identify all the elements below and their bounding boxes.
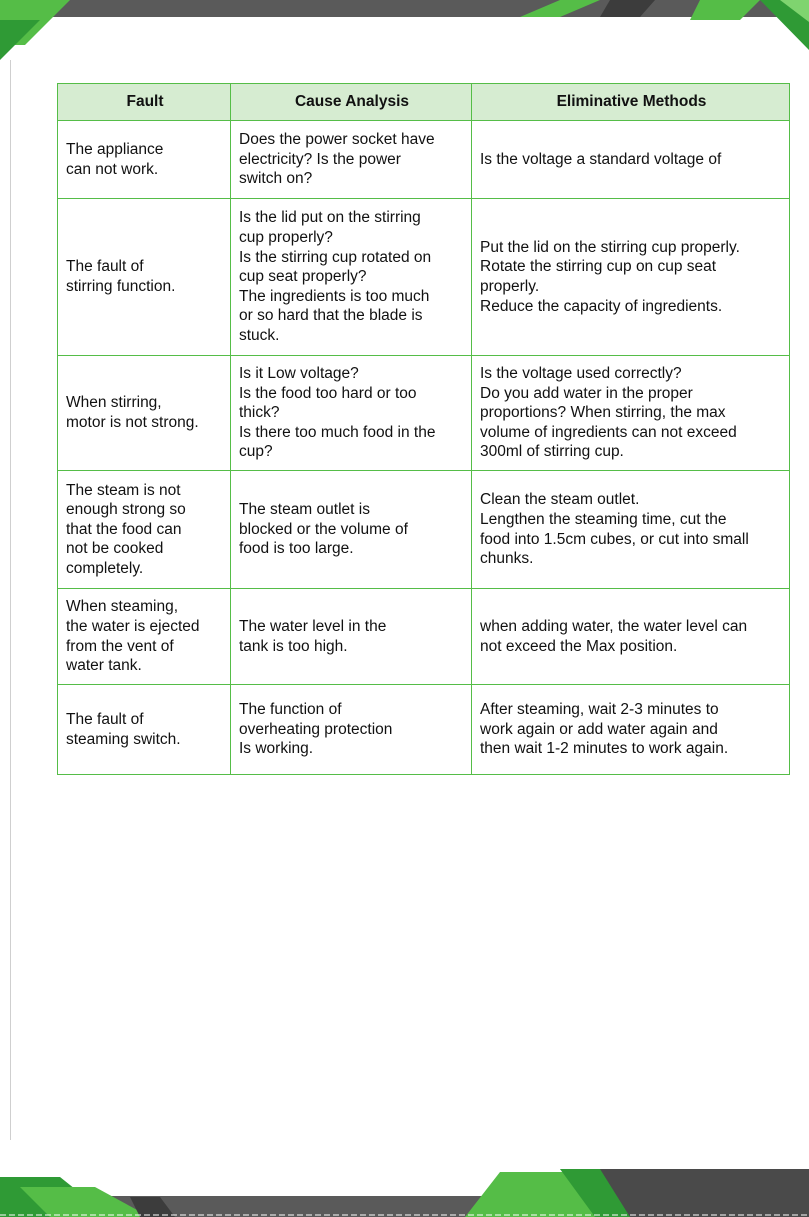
- methods-cell: Is the voltage a standard voltage of: [472, 121, 790, 199]
- fault-cell: When steaming, the water is ejected from the vent of water tank.: [58, 589, 231, 685]
- methods-cell: Is the voltage used correctly? Do you add water in the proper proportions? When stirring, the max volume of ingredients can not exceed 300ml of stirring cup.: [472, 356, 790, 471]
- fault-cell: The fault of steaming switch.: [58, 685, 231, 775]
- header-eliminative-methods: Eliminative Methods: [472, 84, 790, 121]
- header-fault: Fault: [58, 84, 231, 121]
- cause-cell: Is it Low voltage? Is the food too hard or too thick? Is there too much food in the cup?: [231, 356, 472, 471]
- table-header-row: [58, 84, 790, 121]
- cause-cell: Does the power socket have electricity? Is the power switch on?: [231, 121, 472, 199]
- cause-cell: The function of overheating protection Is working.: [231, 685, 472, 775]
- table-row: [58, 589, 790, 685]
- troubleshooting-table: [57, 83, 790, 775]
- fault-cell: The appliance can not work.: [58, 121, 231, 199]
- top-decor-band: [0, 0, 809, 60]
- left-margin-rule: [10, 60, 11, 1140]
- table-row: [58, 199, 790, 356]
- header-cause-analysis: Cause Analysis: [231, 84, 472, 121]
- fault-cell: When stirring, motor is not strong.: [58, 356, 231, 471]
- table-row: [58, 471, 790, 589]
- cause-cell: The water level in the tank is too high.: [231, 589, 472, 685]
- methods-cell: when adding water, the water level can not exceed the Max position.: [472, 589, 790, 685]
- table-row: [58, 356, 790, 471]
- table-row: [58, 121, 790, 199]
- fault-cell: The steam is not enough strong so that the food can not be cooked completely.: [58, 471, 231, 589]
- methods-cell: Clean the steam outlet. Lengthen the steaming time, cut the food into 1.5cm cubes, or cut into small chunks.: [472, 471, 790, 589]
- cause-cell: Is the lid put on the stirring cup properly? Is the stirring cup rotated on cup seat properly? The ingredients is too much or so hard that the blade is stuck.: [231, 199, 472, 356]
- table-row: [58, 685, 790, 775]
- fault-cell: The fault of stirring function.: [58, 199, 231, 356]
- methods-cell: Put the lid on the stirring cup properly. Rotate the stirring cup on cup seat properly. Reduce the capacity of ingredients.: [472, 199, 790, 356]
- bottom-decor-band: [0, 1137, 809, 1217]
- cause-cell: The steam outlet is blocked or the volume of food is too large.: [231, 471, 472, 589]
- methods-cell: After steaming, wait 2-3 minutes to work again or add water again and then wait 1-2 minutes to work again.: [472, 685, 790, 775]
